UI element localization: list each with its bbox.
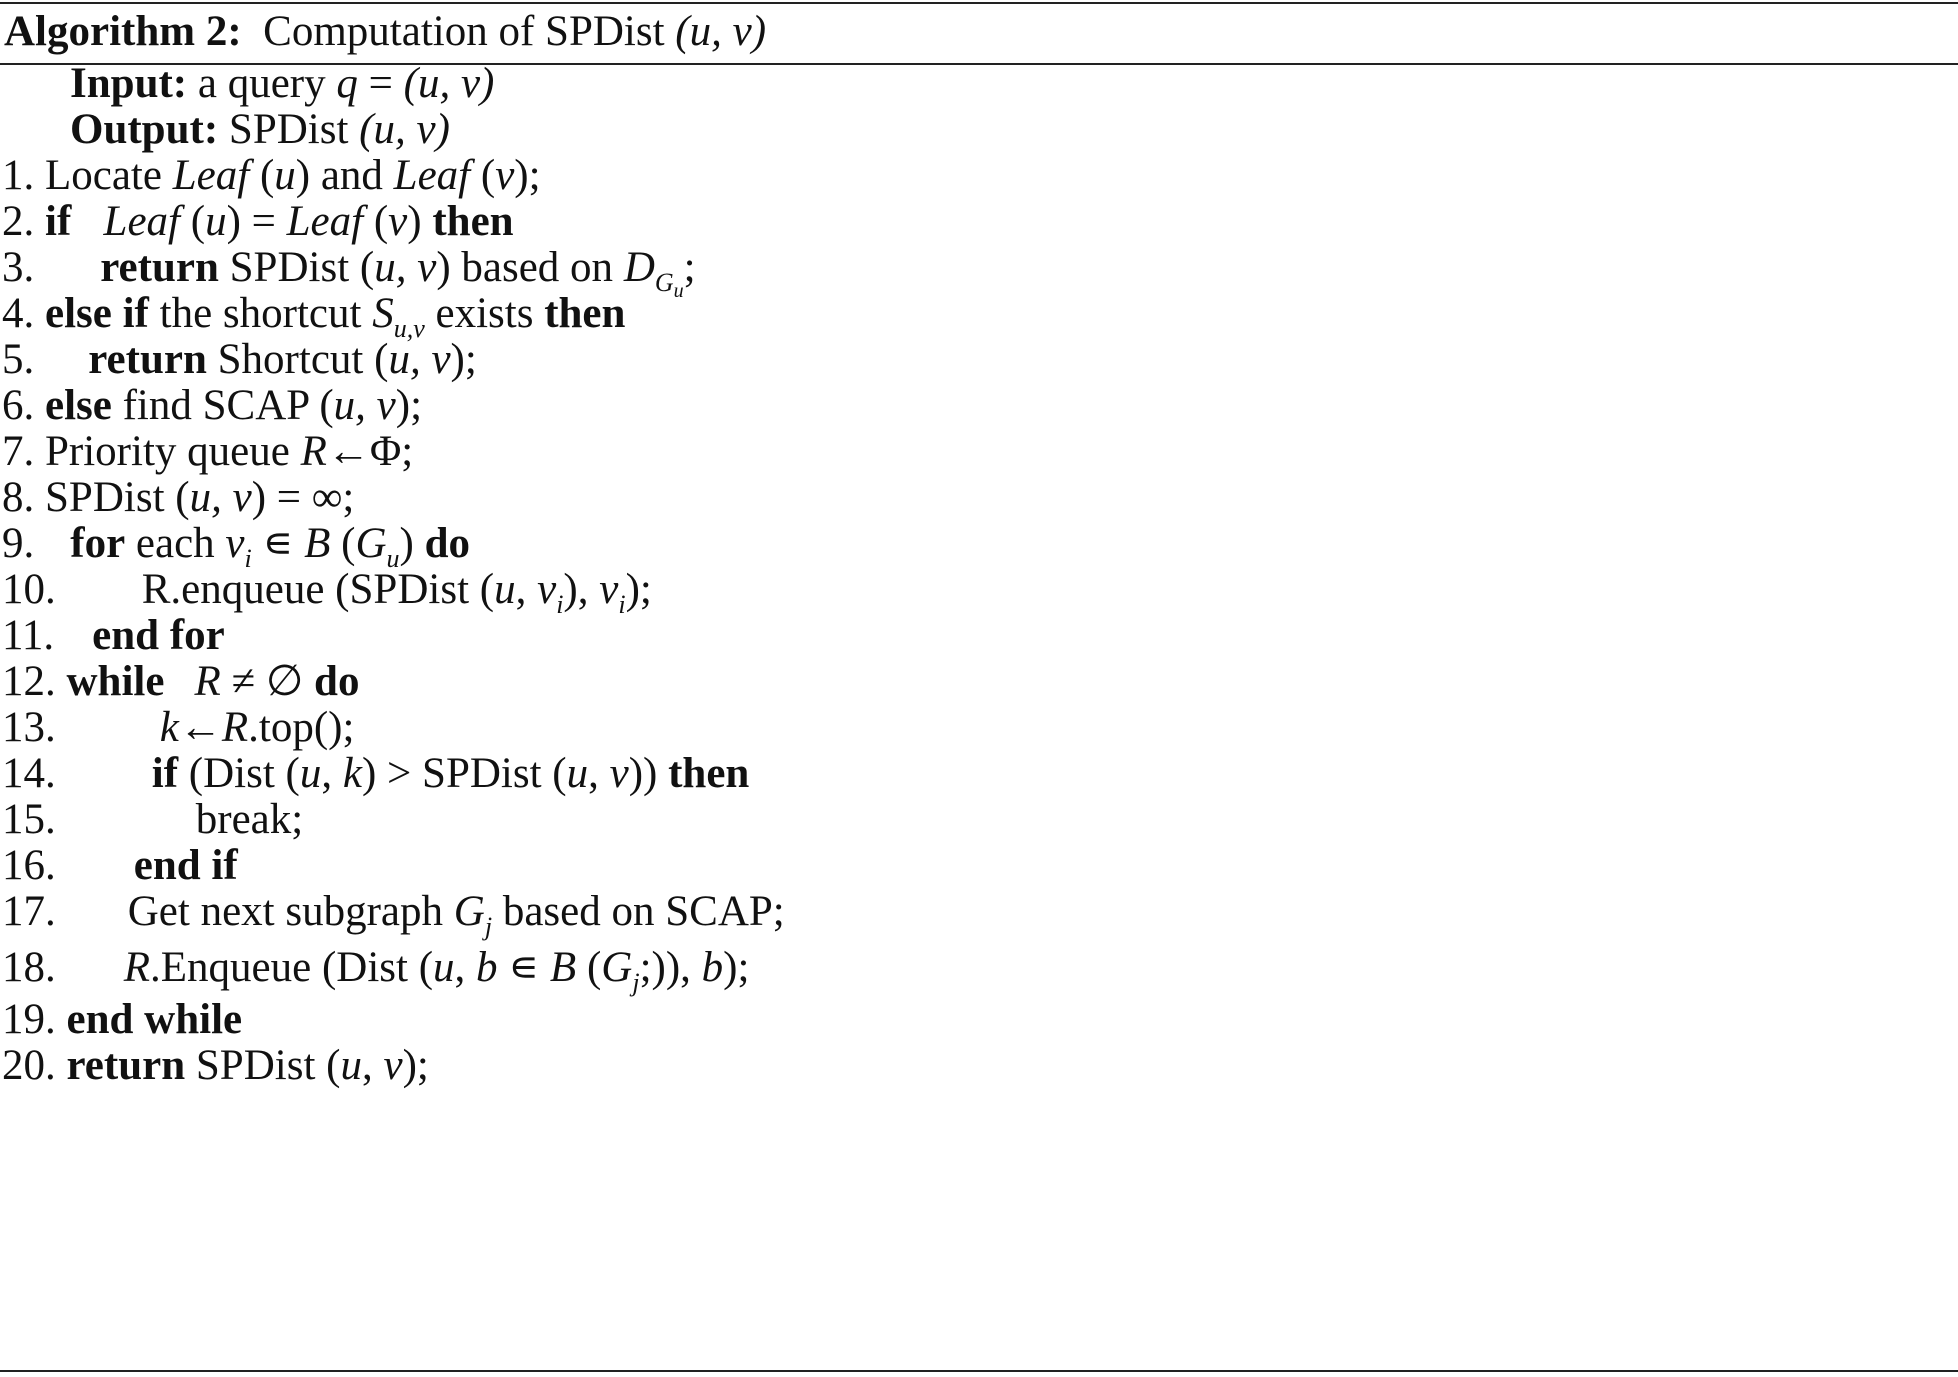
algorithm-line-5: 5. return Shortcut (u, v); xyxy=(2,336,477,383)
algorithm-line-17: 17. Get next subgraph $G_j$ based on SCAP; xyxy=(2,888,785,941)
algorithm-line-18: 18. R.Enqueue (Dist (u, b ∊ B $(G_j;)$), b); xyxy=(2,944,750,997)
algorithm-line-16: 16. end if xyxy=(2,842,238,889)
algorithm-line-10: 10. R.enqueue (SPDist (u, $v_i$), $v_i$); xyxy=(2,566,652,619)
algorithm-line-8: 8. SPDist (u, v) = ∞; xyxy=(2,474,355,521)
algorithm-args: (u, v) xyxy=(675,8,767,55)
top-rule xyxy=(0,2,1958,4)
bottom-rule xyxy=(0,1370,1958,1372)
algorithm-line-7: 7. Priority queue R←Φ; xyxy=(2,428,414,475)
algorithm-title xyxy=(4,8,766,56)
algorithm-line-3: 3. return SPDist (u, v) based on $D_{G_u}$; xyxy=(2,244,696,302)
algorithm-line-14: 14. if (Dist (u, k) > SPDist (u, v)) then xyxy=(2,750,750,797)
algorithm-line-9: 9. for each $v_i$ ∊ B $(G_u)$ do xyxy=(2,520,471,573)
algorithm-line-4: 4. else if the shortcut $S_{u,v}$ exists then xyxy=(2,290,626,343)
algorithm-line-15: 15. break; xyxy=(2,796,304,843)
algorithm-line-1: 1. Locate Leaf (u) and Leaf (v); xyxy=(2,152,541,199)
algorithm-line-19: 19. end while xyxy=(2,996,243,1043)
algorithm-line-12: 12. while R ≠ ∅ do xyxy=(2,658,360,705)
algorithm-line-13: 13. k←R.top(); xyxy=(2,704,355,751)
algorithm-line-20: 20. return SPDist (u, v); xyxy=(2,1042,429,1089)
algorithm-line-11: 11. end for xyxy=(2,612,225,659)
algorithm-line-2: 2. if Leaf (u) = Leaf (v) then xyxy=(2,198,514,245)
output-line: Output: SPDist (u, v) xyxy=(70,106,450,153)
input-line: Input: a query q = (u, v) xyxy=(70,60,495,107)
algorithm-name: Computation of SPDist xyxy=(263,8,665,55)
algorithm-label: Algorithm 2: xyxy=(4,8,242,55)
algorithm-line-6: 6. else find SCAP (u, v); xyxy=(2,382,423,429)
